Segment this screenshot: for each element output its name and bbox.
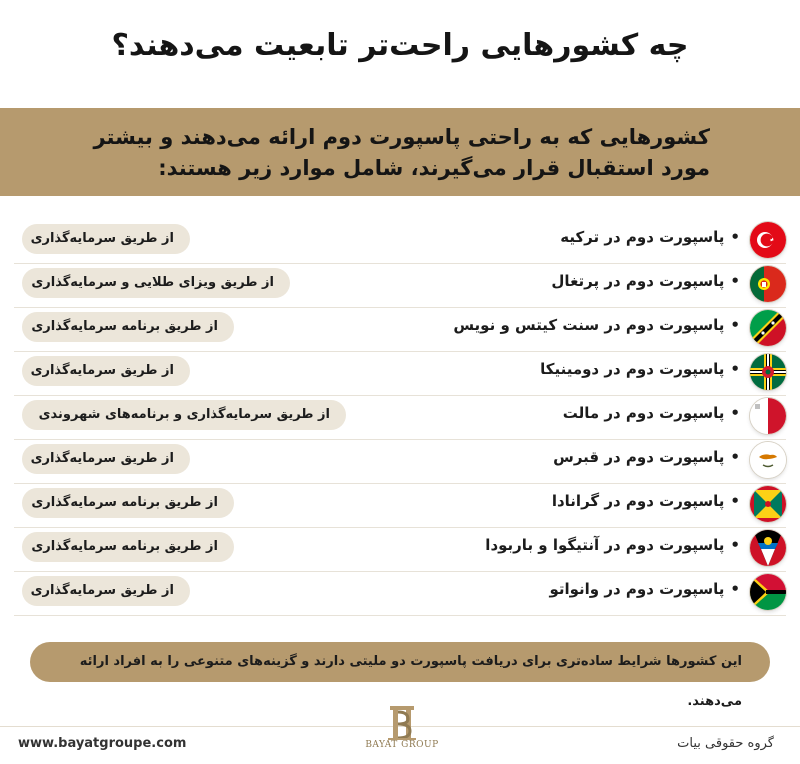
page-title: چه کشورهایی راحت‌تر تابعیت می‌دهند؟ xyxy=(111,28,689,63)
method-pill: از طریق سرمایه‌گذاری xyxy=(22,576,190,606)
logo-text: BAYAT GROUP xyxy=(356,740,448,750)
bullet-icon: • xyxy=(730,316,740,334)
vanuatu-flag-icon xyxy=(750,574,786,610)
dominica-flag-icon xyxy=(750,354,786,390)
method-pill: از طریق سرمایه‌گذاری و برنامه‌های شهروندی xyxy=(22,400,346,430)
website-link[interactable]: www.bayatgroupe.com xyxy=(18,736,187,751)
country-label: پاسپورت دوم در مالت xyxy=(562,404,725,422)
method-pill: از طریق سرمایه‌گذاری xyxy=(22,444,190,474)
country-label: پاسپورت دوم در پرتغال xyxy=(551,272,725,290)
list-item xyxy=(0,306,800,350)
list-item xyxy=(0,394,800,438)
country-label: پاسپورت دوم در دومینیکا xyxy=(540,360,725,378)
portugal-flag-icon xyxy=(750,266,786,302)
turkey-flag-icon xyxy=(750,222,786,258)
country-label: پاسپورت دوم در وانواتو xyxy=(549,580,725,598)
list-item xyxy=(0,438,800,482)
bullet-icon: • xyxy=(730,228,740,246)
method-pill: از طریق برنامه سرمایه‌گذاری xyxy=(22,488,234,518)
list-item xyxy=(0,262,800,306)
antigua-flag-icon xyxy=(750,530,786,566)
country-label: پاسپورت دوم در آنتیگوا و باربودا xyxy=(485,536,725,554)
bullet-icon: • xyxy=(730,272,740,290)
method-pill: از طریق برنامه سرمایه‌گذاری xyxy=(22,312,234,342)
list-item xyxy=(0,218,800,262)
bullet-icon: • xyxy=(730,448,740,466)
method-pill: از طریق برنامه سرمایه‌گذاری xyxy=(22,532,234,562)
bullet-icon: • xyxy=(730,492,740,510)
bullet-icon: • xyxy=(730,360,740,378)
country-label: پاسپورت دوم در قبرس xyxy=(553,448,725,466)
method-pill: از طریق ویزای طلایی و سرمایه‌گذاری xyxy=(22,268,290,298)
malta-flag-icon xyxy=(750,398,786,434)
country-label: پاسپورت دوم در گرانادا xyxy=(551,492,725,510)
cyprus-flag-icon xyxy=(750,442,786,478)
list-item xyxy=(0,350,800,394)
list-item xyxy=(0,526,800,570)
method-pill: از طریق سرمایه‌گذاری xyxy=(22,356,190,386)
summary-note: این کشورها شرایط ساده‌تری برای دریافت پاسپورت دو ملیتی دارند و گزینه‌های متنوعی را به افراد ارائه می‌دهند. xyxy=(30,642,770,682)
country-label: پاسپورت دوم در ترکیه xyxy=(560,228,725,246)
list-item xyxy=(0,570,800,614)
bullet-icon: • xyxy=(730,580,740,598)
company-name: گروه حقوقی بیات xyxy=(677,736,774,751)
intro-text: کشورهایی که به راحتی پاسپورت دوم ارائه می‌دهند و بیشتر مورد استقبال قرار می‌گیرند، شامل موارد زیر هستند: xyxy=(93,125,710,180)
bullet-icon: • xyxy=(730,404,740,422)
country-label: پاسپورت دوم در سنت کیتس و نویس xyxy=(453,316,725,334)
list-item xyxy=(0,482,800,526)
saint-kitts-flag-icon xyxy=(750,310,786,346)
method-pill: از طریق سرمایه‌گذاری xyxy=(22,224,190,254)
grenada-flag-icon xyxy=(750,486,786,522)
bullet-icon: • xyxy=(730,536,740,554)
